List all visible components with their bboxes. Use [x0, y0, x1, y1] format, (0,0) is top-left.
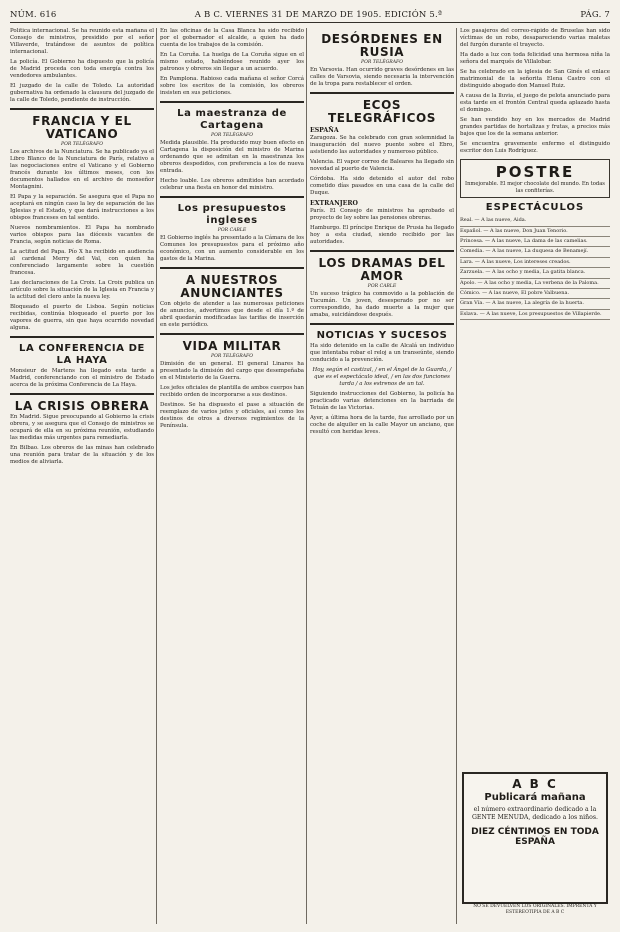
article-hamburgo: Hamburgo. El príncipe Enrique de Prusia ha llegado hoy a esta ciudad, siendo recibido por las autoridades. [310, 225, 454, 245]
theater-item: Zarzuela. — A las ocho y media, La gatita blanca. [460, 268, 610, 278]
article-destinos: Destinos. Se ha dispuesto el pase a situación de reemplazo de varios jefes y oficiales, así como los destinos de otros a diversos regimientos de la Península. [160, 402, 304, 429]
byline: POR TELÉGRAFO [361, 60, 403, 65]
article-nombramientos: Nuevos nombramientos. El Papa ha nombrado varios obispos para las diócesis vacantes de Francia, según noticias de Roma. [10, 225, 154, 245]
headline-ecos: ECOS TELEGRÁFICOS [327, 98, 437, 125]
article-paris: París. El Consejo de ministros ha aprobado el proyecto de ley sobre las pensiones obreras. [310, 208, 454, 221]
article-papa-separacion: El Papa y la separación. Se asegura que el Papa no aceptará en ningún caso la ley de separación de las Iglesias y el Estado, y que dará instrucciones a los obispos franceses en tal sentido. [10, 194, 154, 221]
headline-espectaculos: ESPECTÁCULOS [485, 202, 585, 214]
ad-postre-text: Inmejorable. El mejor chocolate del mundo. En todas las confiterías. [465, 181, 605, 194]
article-presupuestos: El Gobierno inglés ha presentado a la Cámara de los Comunes los presupuestos para el próximo año económico, con un aumento considerable en los gastos de la Marina. [160, 235, 304, 262]
headline-vida-militar: VIDA MILITAR [182, 339, 282, 353]
poem: Hoy, según el castizal, / en el Ángel de la Guarda, / que es el espectáculo ideal, / en las dos funciones tarda / a los estrenos de un tal. [312, 367, 452, 387]
article-crisis-madrid: En Madrid. Sigue preocupando al Gobierno la crisis obrera, y se asegura que el Consejo de ministros se ocupará de ella en su próxima reunión, estudiando las medidas más urgentes para remediarla. [10, 414, 154, 441]
section-rule [10, 108, 154, 110]
headline-maestranza: La maestranza de Cartagena [177, 108, 287, 131]
theater-item: Princesa. — A las nueve, La dama de las camelias. [460, 237, 610, 247]
headline-desordenes: DESÓRDENES EN RUSIA [321, 32, 443, 59]
article-archivos: Los archivos de la Nunciatura. Se ha publicado ya el Libro Blanco de la Nunciatura de París, relativo a las negociaciones entre el Vaticano y el Gobierno francés durante los últimos meses, con los documentos hallados en el archivo de monseñor Montagnini. [10, 149, 154, 190]
article-cordoba: Córdoba. Ha sido detenido el autor del robo cometido días pasados en una casa de la calle del Duque. [310, 176, 454, 196]
column-divider [306, 28, 307, 924]
section-rule [160, 267, 304, 269]
article-detenido: Ha sido detenido en la calle de Alcalá un individuo que intentaba robar el reloj a un transeúnte, siendo conducido a la prevención. [310, 343, 454, 363]
headline-anunciantes: A NUESTROS ANUNCIANTES [180, 273, 284, 300]
byline: POR TELÉGRAFO [211, 133, 253, 138]
article-medida-plausible: Medida plausible. Ha producido muy buen efecto en Cartagena la disposición del ministro de Marina ordenando que se admitan en la maestranza los obreros despedidos, con preferencia a los de nueva entrada. [160, 140, 304, 174]
ad-price: DIEZ CÉNTIMOS EN TODA ESPAÑA [471, 827, 599, 847]
article-varsovia: En Varsovia. Han ocurrido graves desórdenes en las calles de Varsovia, siendo necesaria la intervención de la tropa para restablecer el orden. [310, 67, 454, 87]
column-1 [10, 28, 154, 928]
subhead-extranjero: EXTRANJERO [310, 200, 358, 207]
article-zaragoza: Zaragoza. Se ha celebrado con gran solemnidad la inauguración del nuevo puente sobre el Ebro, asistiendo las autoridades y numeroso público. [310, 135, 454, 155]
section-rule [160, 101, 304, 103]
page-number: PÁG. 7 [580, 10, 610, 20]
ad-abc-box [462, 772, 608, 904]
article-anunciantes: Con objeto de atender a las numerosas peticiones de anuncios, advertimos que desde el día 1.º de abril quedarán modificadas las tarifas de inserción en este periódico. [160, 301, 304, 328]
header-rule [10, 22, 610, 23]
section-rule [160, 196, 304, 198]
article-tucuman: Un suceso trágico ha conmovido a la población de Tucumán. Un joven, desesperado por no ser correspondido, ha dado muerte a la mujer que amaba, suicidándose después. [310, 291, 454, 318]
article-crisis-bilbao: En Bilbao. Los obreros de las minas han celebrado una reunión para tratar de la situación y de los medios de aliviarla. [10, 445, 154, 465]
article-coruna: En La Coruña. La huelga de La Coruña sigue en el mismo estado, habiéndose reunido ayer los patronos y obreros sin llegar a un acuerdo. [160, 52, 304, 72]
headline-presupuestos: Los presupuestos ingleses [177, 203, 287, 226]
article-bruselas: Los pasajeros del correo-rápido de Bruselas han sido víctimas de un robo, desapareciendo varias maletas del furgón durante el trayecto. [460, 28, 610, 48]
byline: POR TELÉGRAFO [61, 142, 103, 147]
column-divider [456, 28, 457, 924]
column-2 [160, 28, 304, 928]
article-juzgado: El juzgado de la calle de Toledo. La autoridad gubernativa ha ordenado la clausura del juzgado de la calle de Toledo, pendiente de instrucción. [10, 83, 154, 103]
ad-brand: A B C [512, 777, 558, 791]
footer-note: NO SE DEVUELVEN LOS ORIGINALES. IMPRENTA Y ESTEREOTIPIA DE A B C [473, 904, 597, 915]
article-lisboa: Bloqueado el puerto de Lisboa. Según noticias recibidas, continúa bloqueado el puerto por los vapores de guerra, sin que haya ocurrido novedad alguna. [10, 304, 154, 331]
byline: POR CABLE [367, 284, 397, 289]
section-rule [160, 333, 304, 335]
theater-item: Comedia. — A las nueve, La duquesa de Benamejí. [460, 247, 610, 257]
column-3 [310, 28, 454, 928]
article-nacimiento: Ha dado a luz con toda felicidad una hermosa niña la señora del marqués de Villalobar. [460, 52, 610, 65]
article-mercados: Se han vendido hoy en los mercados de Madrid grandes partidas de hortalizas y frutas, a precios más bajos que los de la semana anterior. [460, 117, 610, 137]
ad-headline: Publicará mañana [484, 792, 586, 803]
article-boda: Se ha celebrado en la iglesia de San Ginés el enlace matrimonial de la señorita Elena Castro con el distinguido abogado don Manuel Ruiz. [460, 69, 610, 89]
section-rule [310, 250, 454, 252]
theater-item: Lara. — A las nueve, Los intereses creados. [460, 258, 610, 268]
article-politica: Política internacional. Se ha reunido esta mañana el Consejo de ministros, presidido por el señor Villaverde, tratándose de asuntos de política internacional. [10, 28, 154, 55]
article-detenciones: Siguiendo instrucciones del Gobierno, la policía ha practicado varias detenciones en la barriada de Tetuán de las Victorias. [310, 391, 454, 411]
ad-postre-title: POSTRE [495, 163, 575, 181]
ad-postre [460, 159, 610, 198]
headline-noticias: NOTICIAS Y SUCESOS [316, 330, 448, 341]
article-dimision: Dimisión de un general. El general Linares ha presentado la dimisión del cargo que desempeñaba en el Ministerio de la Guerra. [160, 361, 304, 381]
ad-body: el número extraordinario dedicado a la GENTE MENUDA, dedicado a los niños. [471, 806, 599, 821]
theater-item: Cómico. — A las nueve, El pobre Valbuena. [460, 289, 610, 299]
headline-dramas: LOS DRAMAS DEL AMOR [318, 256, 446, 283]
theater-item: Eslava. — A las nueve, Los presupuestos de Villapierde. [460, 310, 610, 320]
section-rule [10, 336, 154, 338]
theater-item: Real. — A las nueve, Aida. [460, 216, 610, 226]
theater-list [460, 216, 610, 320]
column-divider [156, 28, 157, 924]
byline: POR CABLE [217, 228, 247, 233]
article-la-croix: Las declaraciones de La Croix. La Croix publica un artículo sobre la situación de la Iglesia en Francia y la actitud del clero ante la nueva ley. [10, 280, 154, 300]
theater-item: Apolo. — A las ocho y media, La verbena de la Paloma. [460, 279, 610, 289]
section-rule [310, 92, 454, 94]
article-jefes: Los jefes oficiales de plantilla de ambos cuerpos han recibido orden de incorporarse a sus destinos. [160, 385, 304, 398]
article-martens: Monsieur de Martens ha llegado esta tarde a Madrid, conferenciando con el ministro de Estado acerca de la próxima Conferencia de La Haya. [10, 368, 154, 388]
article-casa-blanca: En las oficinas de la Casa Blanca ha sido recibido por el gobernador el alcalde, a quien ha dado cuenta de los trabajos de la comisión. [160, 28, 304, 48]
byline: POR TELÉGRAFO [211, 354, 253, 359]
article-hecho-loable: Hecho loable. Los obreros admitidos han acordado celebrar una fiesta en honor del ministro. [160, 178, 304, 191]
headline-haya: LA CONFERENCIA DE LA HAYA [19, 343, 145, 366]
theater-item: Español. — A las nueve, Don Juan Tenorio. [460, 227, 610, 237]
article-valencia: Valencia. El vapor correo de Baleares ha llegado sin novedad al puerto de Valencia. [310, 159, 454, 172]
headline-francia: FRANCIA Y EL VATICANO [32, 114, 132, 141]
issue-number: NÚM. 616 [10, 10, 57, 20]
header-date: A B C. VIERNES 31 DE MARZO DE 1905. EDICIÓN 5.ª [194, 10, 443, 20]
article-actitud-papa: La actitud del Papa. Pío X ha recibido en audiencia al cardenal Merry del Val, con quien ha conferenciado largamente sobre la cuestión francesa. [10, 249, 154, 276]
section-rule [10, 393, 154, 395]
article-pamplona: En Pamplona. Rabioso cada mañana el señor Corcá sobre los escritos de la comisión, los obreros insisten en sus peticiones. [160, 76, 304, 96]
article-arrollado: Ayer, a última hora de la tarde, fue arrollado por un coche de alquiler en la calle Mayor un anciano, que resultó con heridas leves. [310, 415, 454, 435]
headline-crisis: LA CRISIS OBRERA [14, 399, 150, 413]
article-enfermo: Se encuentra gravemente enfermo el distinguido escritor don Luis Rodríguez. [460, 141, 610, 154]
section-rule [310, 323, 454, 325]
article-pelota: A causa de la lluvia, el juego de pelota anunciado para esta tarde en el frontón Central queda aplazado hasta el domingo. [460, 93, 610, 113]
subhead-espana: ESPAÑA [310, 127, 339, 134]
theater-item: Gran Vía. — A las nueve, La alegría de la huerta. [460, 299, 610, 309]
article-policia: La policía. El Gobierno ha dispuesto que la policía de Madrid proceda con toda energía contra los vendedores ambulantes. [10, 59, 154, 79]
